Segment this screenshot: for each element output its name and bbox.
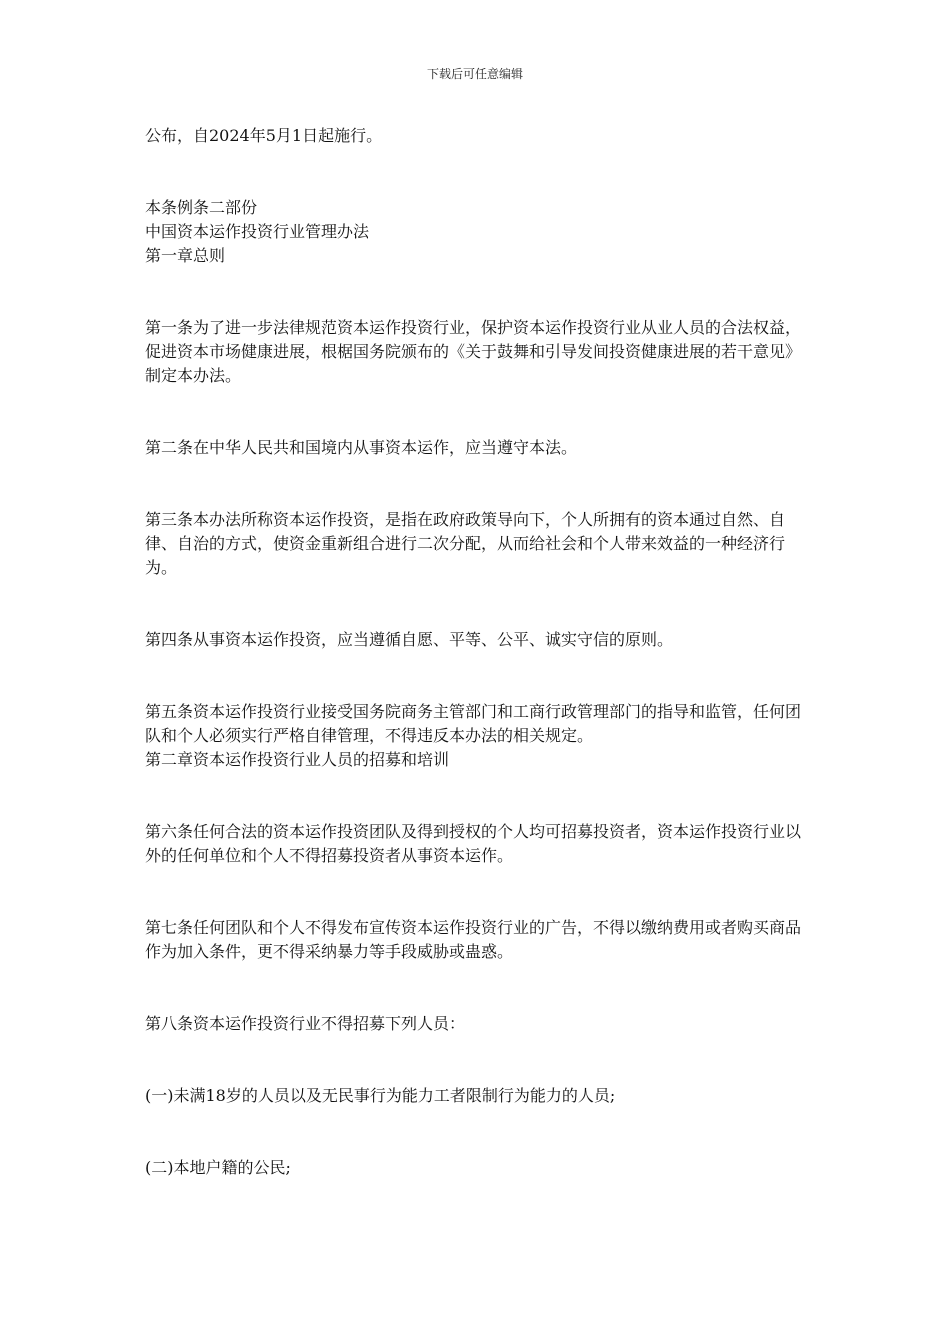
article-5: 第五条资本运作投资行业接受国务院商务主管部门和工商行政管理部门的指导和监管，任何团队和个人必须实行严格自律管理，不得违反本办法的相关规定。 [145, 702, 802, 745]
chapter-heading-2: 第二章资本运作投资行业人员的招募和培训 [145, 750, 450, 769]
article-8: 第八条资本运作投资行业不得招募下列人员： [145, 1014, 466, 1033]
chapter-heading-1: 第一章总则 [145, 246, 226, 265]
list-item-2: (二)本地户籍的公民; [145, 1158, 291, 1177]
article-4: 第四条从事资本运作投资，应当遵循自愿、平等、公平、诚实守信的原则。 [145, 630, 674, 649]
list-item-1: (一)未满18岁的人员以及无民事行为能力工者限制行为能力的人员; [145, 1086, 616, 1105]
paragraph-part-two: 本条例条二部份 [145, 198, 258, 217]
page-header-note: 下载后可任意编辑 [426, 67, 523, 81]
document-title: 中国资本运作投资行业管理办法 [145, 222, 370, 241]
article-2: 第二条在中华人民共和国境内从事资本运作，应当遵守本法。 [145, 438, 578, 457]
article-3: 第三条本办法所称资本运作投资，是指在政府政策导向下，个人所拥有的资本通过自然、自律、自治的方式，使资金重新组合进行二次分配，从而给社会和个人带来效益的一种经济行为。 [145, 510, 786, 577]
document-body [145, 124, 805, 1180]
article-1: 第一条为了进一步法律规范资本运作投资行业，保护资本运作投资行业从业人员的合法权益，促进资本市场健康进展，根椐国务院颁布的《关于鼓舞和引导发间投资健康进展的若干意见》制定本办法。 [145, 318, 802, 385]
article-7: 第七条任何团队和个人不得发布宣传资本运作投资行业的广告，不得以缴纳费用或者购买商品作为加入条件，更不得采纳暴力等手段威胁或蛊惑。 [145, 918, 802, 961]
article-6: 第六条任何合法的资本运作投资团队及得到授权的个人均可招募投资者，资本运作投资行业以外的任何单位和个人不得招募投资者从事资本运作。 [145, 822, 802, 865]
paragraph-effective-date: 公布，自2024年5月1日起施行。 [145, 126, 383, 145]
